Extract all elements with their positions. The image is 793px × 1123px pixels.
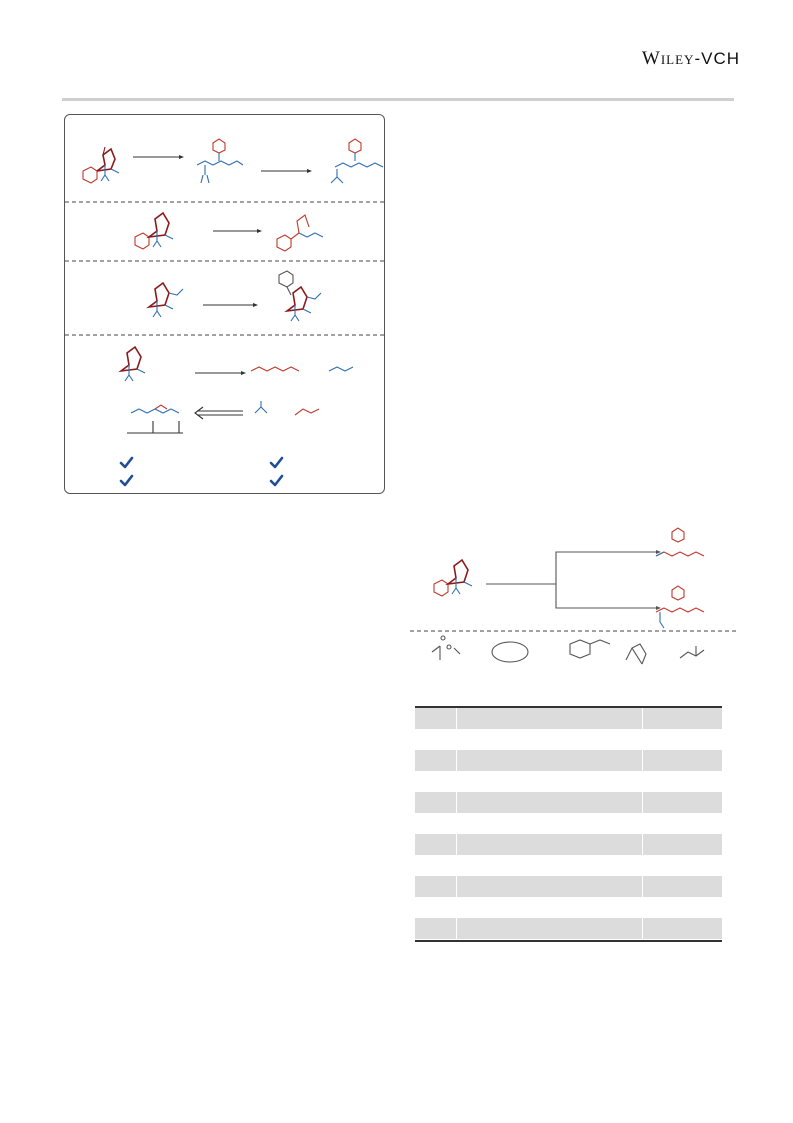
table-bottom-rule [415, 940, 722, 942]
chain [299, 233, 323, 237]
phenyl-ring [434, 580, 448, 596]
phenyl-ring [277, 235, 291, 251]
table-row [415, 876, 722, 897]
scheme-row-3 [149, 271, 321, 321]
logo-main: Wiley [641, 48, 695, 69]
table-row [415, 792, 722, 813]
chain-branch [331, 153, 355, 183]
chain [197, 161, 243, 165]
branch-arrows [486, 552, 656, 608]
arrow-head [307, 169, 312, 173]
results-table [415, 706, 722, 942]
phenyl-ring [135, 233, 149, 249]
phenyl-ring [83, 167, 97, 183]
product-chain-amine [660, 612, 664, 628]
scheme-row-2 [135, 213, 323, 251]
phenyl-ring [672, 586, 684, 600]
ring-skeleton [287, 287, 307, 311]
ring-skeleton [448, 560, 468, 584]
check-icon [121, 476, 132, 485]
reaction-scheme-drawing [65, 115, 385, 494]
arrow-head [253, 303, 258, 307]
check-icon [121, 458, 132, 467]
checkmarks [121, 458, 282, 485]
arrow-head [257, 229, 262, 233]
check-icon [271, 476, 282, 485]
substituent [452, 578, 472, 594]
table-row [415, 918, 722, 939]
substituent [125, 365, 145, 381]
catalyst-5-amine [680, 646, 704, 658]
amine-fragment [255, 401, 267, 413]
scheme-row-4 [121, 347, 353, 433]
retro-chain-highlight [155, 405, 167, 409]
chain [335, 163, 383, 167]
phenyl-ring [213, 139, 225, 153]
substituent [153, 231, 173, 247]
catalyst-structures [432, 636, 704, 664]
table-row [415, 708, 722, 729]
branching-reaction-figure [410, 520, 736, 670]
ring-skeleton [97, 149, 115, 171]
catalyst-2-ring [492, 642, 528, 662]
phenyl-ring [349, 139, 361, 153]
check-icon [271, 458, 282, 467]
retro-chain [131, 409, 179, 413]
substituent [153, 289, 183, 317]
ring-skeleton [149, 283, 169, 307]
catalyst-4-cage [626, 644, 646, 664]
reaction-scheme-box [64, 114, 385, 494]
phenyl-ring [672, 528, 684, 542]
branching-reaction-drawing [410, 520, 736, 670]
substituent [101, 165, 119, 181]
ring-skeleton [121, 347, 141, 371]
scheme-row-1 [83, 139, 383, 183]
chain-branch [201, 153, 219, 183]
substituent [291, 293, 321, 321]
header-rule [62, 98, 734, 101]
product-chain [251, 367, 299, 371]
table-row [415, 771, 722, 792]
catalyst-3-ring [570, 640, 610, 658]
benzyl-link [287, 287, 291, 295]
byproduct [329, 367, 353, 371]
catalyst-1-atom [447, 645, 451, 649]
acrylate-fragment [295, 409, 319, 415]
retrosynthesis-arrow [195, 407, 243, 419]
opened-chain [291, 215, 309, 239]
table-row [415, 750, 722, 771]
benzyl-ring [279, 271, 293, 287]
bracket [127, 421, 183, 433]
product-chain [656, 608, 704, 612]
catalyst-1-atom [441, 636, 445, 640]
publisher-logo [600, 48, 740, 70]
table-row [415, 813, 722, 834]
table-row [415, 897, 722, 918]
catalyst-1 [432, 646, 460, 660]
arrow-head [179, 155, 184, 159]
logo-suffix: -VCH [694, 49, 740, 68]
table-row [415, 834, 722, 855]
table-row [415, 729, 722, 750]
arrow-head [241, 371, 246, 375]
table-row [415, 855, 722, 876]
ring-skeleton [149, 213, 169, 237]
